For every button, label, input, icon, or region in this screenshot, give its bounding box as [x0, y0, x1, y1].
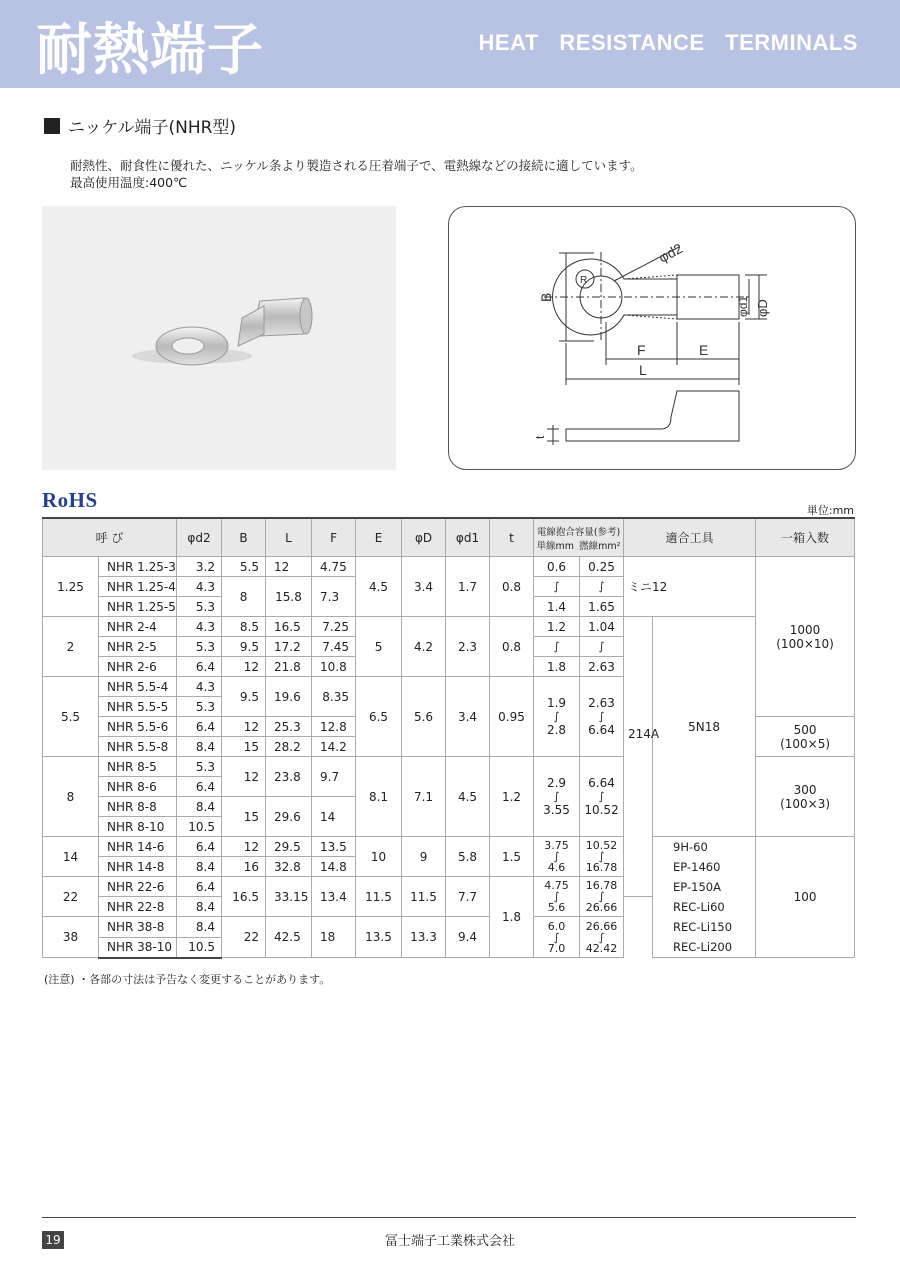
- phi-d-cell: 4.2: [402, 617, 446, 677]
- th-capacity-label: 電線抱合容量(参考): [536, 526, 621, 538]
- e-cell: 13.5: [356, 917, 402, 958]
- size-cell: 8: [43, 757, 99, 837]
- single-range: [534, 677, 580, 757]
- dim-phi-D: φD: [755, 299, 770, 317]
- tool-cell-214a: [624, 617, 660, 897]
- range-mark: ∫: [598, 930, 605, 944]
- f-cell: 12.8: [312, 717, 356, 737]
- table-row: [43, 837, 855, 857]
- tool-cell-5n18: 5N18: [653, 617, 756, 837]
- name-cell: NHR 5.5-4: [99, 677, 177, 697]
- single-cell: 1.8: [534, 657, 580, 677]
- th-t: t: [490, 518, 534, 557]
- range-mark: ∫: [580, 577, 624, 597]
- stranded-range: [580, 877, 624, 917]
- spec-table: [42, 517, 855, 959]
- range-mark: ∫: [553, 790, 560, 803]
- e-cell: 6.5: [356, 677, 402, 757]
- stranded-min: 26.66: [585, 919, 618, 933]
- single-cell: 1.4: [534, 597, 580, 617]
- th-D: φD: [402, 518, 446, 557]
- phi-d-cell: 7.1: [402, 757, 446, 837]
- single-max: 7.0: [547, 941, 566, 955]
- l-cell: 17.2: [266, 637, 312, 657]
- d2-cell: 4.3: [177, 577, 222, 597]
- stranded-max: 26.66: [585, 901, 618, 915]
- description: [70, 157, 643, 191]
- d2-cell: 8.4: [177, 897, 222, 917]
- dim-R: R: [580, 275, 588, 286]
- t-cell: 0.8: [490, 557, 534, 617]
- th-B: B: [222, 518, 266, 557]
- f-cell: 9.7: [312, 757, 356, 797]
- section-title: [44, 113, 236, 138]
- d1-cell: 9.4: [446, 917, 490, 958]
- stranded-max: 16.78: [585, 861, 618, 874]
- range-mark: ∫: [598, 790, 605, 803]
- stranded-cell: 1.65: [580, 597, 624, 617]
- th-capacity: [534, 518, 624, 557]
- note: (注意) ・各部の寸法は予告なく変更することがあります。: [44, 973, 331, 986]
- b-cell: 9.5: [222, 677, 266, 717]
- dim-E: E: [699, 342, 709, 358]
- f-cell: 7.25: [312, 617, 356, 637]
- box-cell: [756, 717, 855, 757]
- stranded-max: 10.52: [584, 803, 619, 817]
- range-mark: ∫: [598, 710, 605, 723]
- phi-d-cell: 11.5: [402, 877, 446, 917]
- name-cell: NHR 1.25-4: [99, 577, 177, 597]
- f-cell: 14: [312, 797, 356, 837]
- box-cell: [756, 557, 855, 717]
- stranded-range: [580, 917, 624, 958]
- box-cell: [756, 757, 855, 837]
- name-cell: NHR 5.5-5: [99, 697, 177, 717]
- d1-cell: 3.4: [446, 677, 490, 757]
- name-cell: NHR 8-8: [99, 797, 177, 817]
- dim-t: t: [533, 435, 547, 439]
- th-d2: φd2: [177, 518, 222, 557]
- th-single: 単線mm: [536, 540, 575, 552]
- th-F: F: [312, 518, 356, 557]
- size-cell: 22: [43, 877, 99, 917]
- tool-item: EP-1460: [673, 860, 721, 874]
- th-tool: 適合工具: [624, 518, 756, 557]
- f-cell: 13.5: [312, 837, 356, 857]
- d2-cell: 8.4: [177, 797, 222, 817]
- b-cell: 16: [222, 857, 266, 877]
- name-cell: NHR 1.25-3: [99, 557, 177, 577]
- d1-cell: 7.7: [446, 877, 490, 917]
- phi-d-cell: 9: [402, 837, 446, 877]
- l-cell: 21.8: [266, 657, 312, 677]
- f-cell: 10.8: [312, 657, 356, 677]
- title-jp: 耐熱端子: [36, 18, 264, 83]
- unit-label: 単位:mm: [806, 504, 854, 517]
- range-mark: ∫: [553, 710, 560, 723]
- range-mark: ∫: [553, 930, 560, 944]
- title-en: HEAT RESISTANCE TERMINALS: [478, 30, 858, 55]
- d2-cell: 4.3: [177, 677, 222, 697]
- b-cell: 12: [222, 717, 266, 737]
- stranded-cell: 2.63: [580, 657, 624, 677]
- e-cell: 4.5: [356, 557, 402, 617]
- stranded-min: 6.64: [588, 776, 615, 790]
- stranded-cell: 0.25: [580, 557, 624, 577]
- b-cell: 8: [222, 577, 266, 617]
- single-max: 4.6: [547, 861, 566, 874]
- size-cell: 1.25: [43, 557, 99, 617]
- box-qty: 1000: [789, 622, 821, 637]
- d1-cell: 5.8: [446, 837, 490, 877]
- d2-cell: 5.3: [177, 637, 222, 657]
- d2-cell: 6.4: [177, 717, 222, 737]
- tool-item: 9H-60: [673, 840, 708, 854]
- f-cell: 18: [312, 917, 356, 958]
- f-cell: 4.75: [312, 557, 356, 577]
- f-cell: 13.4: [312, 877, 356, 917]
- l-cell: 16.5: [266, 617, 312, 637]
- single-range: [534, 877, 580, 917]
- box-cell: 100: [756, 837, 855, 958]
- name-cell: NHR 5.5-8: [99, 737, 177, 757]
- range-mark: ∫: [598, 850, 605, 863]
- th-L: L: [266, 518, 312, 557]
- stranded-cell: 1.04: [580, 617, 624, 637]
- single-min: 3.75: [544, 839, 569, 852]
- l-cell: 28.2: [266, 737, 312, 757]
- range-mark: ∫: [598, 890, 605, 904]
- b-cell: 22: [222, 917, 266, 958]
- stranded-max: 6.64: [588, 723, 615, 737]
- box-qty: 300: [793, 782, 817, 797]
- stranded-max: 42.42: [585, 941, 618, 955]
- f-cell: 14.8: [312, 857, 356, 877]
- t-cell: 0.8: [490, 617, 534, 677]
- tool-item: REC-Li60: [673, 900, 725, 914]
- single-min: 1.9: [546, 696, 567, 710]
- dim-phi-d2: φd2: [655, 239, 686, 266]
- b-cell: 12: [222, 757, 266, 797]
- l-cell: 32.8: [266, 857, 312, 877]
- l-cell: 12: [266, 557, 312, 577]
- d2-cell: 4.3: [177, 617, 222, 637]
- l-cell: 42.5: [266, 917, 312, 958]
- d2-cell: 6.4: [177, 777, 222, 797]
- box-pack: (100×5): [780, 736, 831, 751]
- dim-phi-d1: φd1: [736, 295, 750, 317]
- single-cell: 1.2: [534, 617, 580, 637]
- single-max: 3.55: [543, 803, 570, 817]
- box-pack: (100×3): [780, 796, 831, 811]
- d2-cell: 5.3: [177, 757, 222, 777]
- d2-cell: 6.4: [177, 877, 222, 897]
- stranded-range: [580, 757, 624, 837]
- d2-cell: 8.4: [177, 737, 222, 757]
- single-range: [534, 757, 580, 837]
- single-range: [534, 917, 580, 958]
- box-qty: 500: [793, 722, 817, 737]
- th-box: 一箱入数: [756, 518, 855, 557]
- description-line2: 最高使用温度:400℃: [70, 175, 188, 190]
- name-cell: NHR 5.5-6: [99, 717, 177, 737]
- name-cell: NHR 8-5: [99, 757, 177, 777]
- d2-cell: 10.5: [177, 817, 222, 837]
- single-min: 2.9: [546, 776, 567, 790]
- footer-divider: [42, 1217, 856, 1218]
- l-cell: 33.15: [266, 877, 312, 917]
- phi-d-cell: 3.4: [402, 557, 446, 617]
- phi-d-cell: 5.6: [402, 677, 446, 757]
- b-cell: 8.5: [222, 617, 266, 637]
- dimension-diagram: [448, 206, 856, 470]
- b-cell: 12: [222, 837, 266, 857]
- e-cell: 10: [356, 837, 402, 877]
- range-mark: ∫: [534, 637, 580, 657]
- f-cell: 7.3: [312, 577, 356, 617]
- d1-cell: 4.5: [446, 757, 490, 837]
- stranded-range: [580, 677, 624, 757]
- stranded-min: 2.63: [588, 696, 615, 710]
- d2-cell: 10.5: [177, 937, 222, 958]
- b-cell: 9.5: [222, 637, 266, 657]
- tool-list: [653, 837, 756, 958]
- name-cell: NHR 8-6: [99, 777, 177, 797]
- d2-cell: 6.4: [177, 657, 222, 677]
- company-name: 冨士端子工業株式会社: [384, 1234, 515, 1249]
- single-min: 6.0: [547, 919, 566, 933]
- l-cell: 25.3: [266, 717, 312, 737]
- d2-cell: 3.2: [177, 557, 222, 577]
- phi-d-cell: 13.3: [402, 917, 446, 958]
- header-banner: [0, 0, 900, 88]
- name-cell: NHR 2-5: [99, 637, 177, 657]
- single-range: [534, 837, 580, 877]
- range-mark: ∫: [534, 577, 580, 597]
- size-cell: 38: [43, 917, 99, 958]
- name-cell: NHR 2-4: [99, 617, 177, 637]
- b-cell: 15: [222, 797, 266, 837]
- b-cell: 5.5: [222, 557, 266, 577]
- page-number: 19: [42, 1231, 64, 1249]
- name-cell: NHR 14-8: [99, 857, 177, 877]
- d2-cell: 5.3: [177, 697, 222, 717]
- stranded-range: [580, 837, 624, 877]
- e-cell: 11.5: [356, 877, 402, 917]
- name-cell: NHR 2-6: [99, 657, 177, 677]
- stranded-min: 16.78: [585, 879, 618, 893]
- range-mark: ∫: [580, 637, 624, 657]
- th-d1: φd1: [446, 518, 490, 557]
- dim-F: F: [637, 342, 646, 358]
- e-cell: 5: [356, 617, 402, 677]
- size-cell: 5.5: [43, 677, 99, 757]
- single-cell: 0.6: [534, 557, 580, 577]
- table-row: [43, 557, 855, 577]
- name-cell: NHR 22-8: [99, 897, 177, 917]
- dim-B: B: [538, 292, 554, 302]
- th-name: 呼 び: [43, 518, 177, 557]
- size-cell: 2: [43, 617, 99, 677]
- product-photo: [42, 206, 396, 470]
- name-cell: NHR 14-6: [99, 837, 177, 857]
- t-cell: 0.95: [490, 677, 534, 757]
- name-cell: NHR 1.25-5: [99, 597, 177, 617]
- square-bullet-icon: [44, 118, 60, 134]
- range-mark: ∫: [553, 890, 560, 904]
- ring-terminal-photo-icon: [42, 206, 396, 470]
- dim-L: L: [639, 362, 647, 378]
- table-row: [43, 617, 855, 637]
- single-max: 5.6: [547, 901, 566, 915]
- name-cell: NHR 8-10: [99, 817, 177, 837]
- tool-item: REC-Li200: [673, 940, 733, 954]
- d1-cell: 2.3: [446, 617, 490, 677]
- tool-cell: ミニ12: [624, 557, 756, 617]
- e-cell: 8.1: [356, 757, 402, 837]
- single-min: 4.75: [544, 879, 569, 893]
- d2-cell: 8.4: [177, 857, 222, 877]
- t-cell: 1.5: [490, 837, 534, 877]
- name-cell: NHR 38-10: [99, 937, 177, 958]
- b-cell: 12: [222, 657, 266, 677]
- th-stranded: 撚線mm²: [579, 540, 621, 552]
- d2-cell: 6.4: [177, 837, 222, 857]
- name-cell: NHR 22-6: [99, 877, 177, 897]
- single-max: 2.8: [546, 723, 567, 737]
- t-cell: 1.8: [490, 877, 534, 958]
- l-cell: 23.8: [266, 757, 312, 797]
- f-cell: 14.2: [312, 737, 356, 757]
- th-E: E: [356, 518, 402, 557]
- l-cell: 29.6: [266, 797, 312, 837]
- f-cell: 7.45: [312, 637, 356, 657]
- range-mark: ∫: [553, 850, 560, 863]
- d2-cell: 8.4: [177, 917, 222, 937]
- tool-item: EP-150A: [673, 880, 721, 894]
- section-title-text: ニッケル端子(NHR型): [68, 118, 237, 138]
- stranded-min: 10.52: [585, 839, 618, 852]
- d2-cell: 5.3: [177, 597, 222, 617]
- name-cell: NHR 38-8: [99, 917, 177, 937]
- b-cell: 15: [222, 737, 266, 757]
- rohs-mark: RoHS: [42, 488, 98, 512]
- l-cell: 15.8: [266, 577, 312, 617]
- d1-cell: 1.7: [446, 557, 490, 617]
- l-cell: 29.5: [266, 837, 312, 857]
- f-cell: 8.35: [312, 677, 356, 717]
- box-pack: (100×10): [776, 636, 834, 651]
- description-line1: 耐熱性、耐食性に優れた、ニッケル条より製造される圧着端子で、電熱線などの接続に適しています。: [70, 158, 643, 173]
- tool-214a: 214A: [628, 726, 660, 741]
- size-cell: 14: [43, 837, 99, 877]
- b-cell: 16.5: [222, 877, 266, 917]
- t-cell: 1.2: [490, 757, 534, 837]
- terminal-drawing: [449, 207, 855, 469]
- table-header: [43, 518, 855, 557]
- tool-item: REC-Li150: [673, 920, 733, 934]
- l-cell: 19.6: [266, 677, 312, 717]
